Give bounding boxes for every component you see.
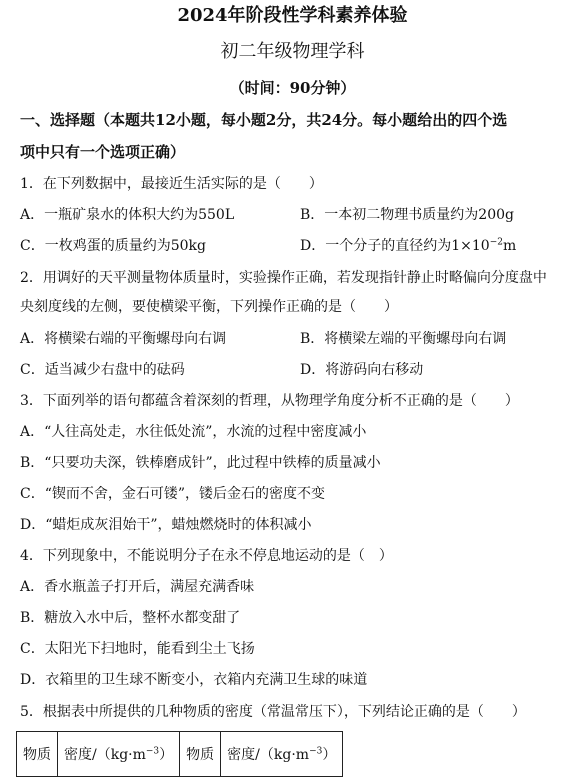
exam-title: 2024年阶段性学科素养体验 [177,5,408,26]
q3-option-a: A．“人往高处走，水往低处流”，水流的过程中密度减小 [20,424,367,440]
exam-time: （时间：90分钟） [229,79,356,97]
q3-option-b: B．“只要功夫深，铁棒磨成针”，此过程中铁棒的质量减小 [20,455,381,471]
q3-option-c: C．“锲而不舍，金石可镂”，镂后金石的密度不变 [20,486,326,502]
header-exponent: −3 [309,746,323,757]
exam-subtitle: 初二年级物理学科 [220,41,365,62]
q2-option-b: B．将横梁左端的平衡螺母向右调 [300,331,507,347]
q1-option-a: A．一瓶矿泉水的体积大约为550L [20,207,235,223]
q3-stem: 3．下面列举的语句都蕴含着深刻的哲理，从物理学角度分析不正确的是（ ） [20,393,519,409]
q2-option-c: C．适当减少右盘中的砝码 [20,362,185,378]
q1-option-b: B．一本初二物理书质量约为200g [300,207,514,223]
q4-option-c: C．太阳光下扫地时，能看到尘土飞扬 [20,641,255,657]
density-table [16,731,343,777]
q3-option-d: D．“蜡炬成灰泪始干”，蜡烛燃烧时的体积减小 [20,517,312,533]
q5-stem: 5．根据表中所提供的几种物质的密度（常温常压下），下列结论正确的是（ ） [20,704,526,720]
section-heading-line2: 项中只有一个选项正确） [20,143,186,161]
q1-option-d [300,236,516,256]
table-header-cell [58,732,180,777]
header-exponent: −3 [145,746,160,757]
q1-option-d-exponent: −2 [489,237,503,248]
q1-stem: 1．在下列数据中，最接近生活实际的是（ ） [20,176,323,192]
q2-stem-line2: 央刻度线的左侧，要使横梁平衡，下列操作正确的是（ ） [20,299,398,315]
table-header-cell [221,732,343,777]
table-header-cell: 物质 [17,732,58,777]
q4-option-a: A．香水瓶盖子打开后，满屋充满香味 [20,579,255,595]
q4-option-d: D．衣箱里的卫生球不断变小，衣箱内充满卫生球的味道 [20,672,368,688]
table-header-cell: 物质 [180,732,221,777]
header-text-end: ） [159,747,174,763]
header-text: 密度/（kg·m [64,747,146,763]
q4-option-b: B．糖放入水中后，整杯水都变甜了 [20,610,241,626]
q1-option-d-unit: m [502,238,517,254]
q1-option-c: C．一枚鸡蛋的质量约为50kg [20,238,206,254]
q2-option-a: A．将横梁右端的平衡螺母向右调 [20,331,227,347]
table-header-row [17,732,343,777]
section-heading-line1: 一、选择题（本题共12小题，每小题2分，共24分。每小题给出的四个选 [20,111,508,129]
header-text: 密度/（kg·m [227,747,310,763]
header-text-end: ） [322,747,337,763]
q4-stem: 4．下列现象中，不能说明分子在永不停息地运动的是（ ） [20,548,393,564]
q2-option-d: D．将游码向右移动 [300,362,424,378]
q1-option-d-text: D．一个分子的直径约为1×10 [300,238,490,254]
q2-stem-line1: 2．用调好的天平测量物体质量时，实验操作正确，若发现指针静止时略偏向分度盘中 [20,270,547,286]
